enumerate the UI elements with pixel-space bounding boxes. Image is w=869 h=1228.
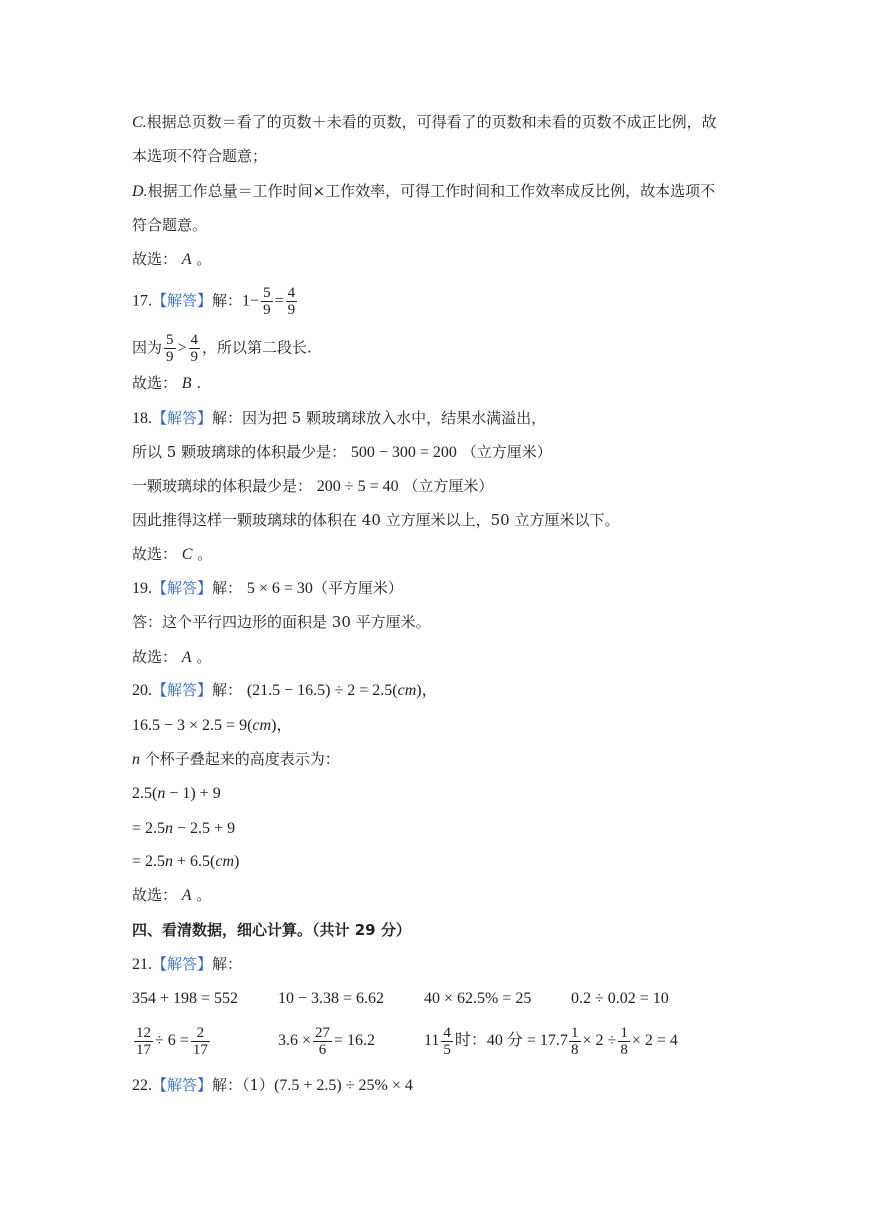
- fraction: $\frac{4}{9}$: [287, 285, 296, 318]
- answer-19: 故选： A 。: [132, 648, 212, 666]
- calc-cell: 0.2 ÷ 0.02 = 10: [571, 990, 669, 1007]
- calc-cell: 354 + 198 = 552: [132, 990, 239, 1007]
- question-19-answer: 答：这个平行四边形的面积是 30 平方厘米。: [132, 613, 431, 631]
- question-18-line-3: 一颗玻璃球的体积最少是： 200 ÷ 5 = 40 （立方厘米）: [132, 477, 494, 495]
- question-17-reason: 因为 $\frac{5}{9}$ > $\frac{4}{9}$ ，所以第二段长.: [132, 332, 312, 365]
- question-20-line-2: 16.5 − 3 × 2.5 = 9(cm)，: [132, 717, 293, 734]
- option-d-line-1: D.根据工作总量＝工作时间×工作效率，可得工作时间和工作效率成反比例，故本选项不: [132, 182, 716, 200]
- answer-tag: 【解答】: [152, 409, 213, 427]
- question-17-solution: 17.【解答】解：1− $\frac{5}{9}$ = $\frac{4}{9}$: [132, 285, 296, 318]
- answer-tag: 【解答】: [152, 1076, 213, 1094]
- fraction: $\frac{5}{9}$: [263, 285, 271, 318]
- option-c-line-2: 本选项不符合题意；: [132, 147, 268, 165]
- question-22-solution: 22.【解答】解：（1）(7.5 + 2.5) ÷ 25% × 4: [132, 1076, 413, 1094]
- calc-cell: 3.6 × $\frac{27}{6}$ = 16.2: [278, 1025, 376, 1058]
- answer-18: 故选： C 。: [132, 545, 213, 563]
- option-d-line-2: 符合题意。: [132, 216, 208, 234]
- calc-cell: 11 $\frac{4}{5}$ 时：40 分 = 17.7: [424, 1025, 568, 1058]
- calc-cell: $\frac{12}{17}$ ÷ 6 = $\frac{2}{17}$: [136, 1025, 208, 1058]
- question-20-line-4: 2.5(n − 1) + 9: [132, 785, 221, 802]
- question-20-line-3: n 个杯子叠起来的高度表示为：: [132, 750, 340, 768]
- question-20-solution: 20.【解答】解： (21.5 − 16.5) ÷ 2 = 2.5(cm)，: [132, 681, 438, 699]
- calc-cell: 40 × 62.5% = 25: [424, 990, 532, 1007]
- question-20-line-5: = 2.5n − 2.5 + 9: [132, 820, 236, 837]
- answer-tag: 【解答】: [152, 291, 213, 310]
- question-19-solution: 19.【解答】解： 5 × 6 = 30（平方厘米）: [132, 579, 403, 597]
- answer-20: 故选： A 。: [132, 886, 212, 904]
- answer-16: 故选： A 。: [132, 250, 212, 268]
- question-18-line-4: 因此推得这样一颗玻璃球的体积在 40 立方厘米以上，50 立方厘米以下。: [132, 511, 620, 529]
- answer-tag: 【解答】: [152, 681, 213, 699]
- calc-cell: $\frac{1}{8}$ × 2 ÷ $\frac{1}{8}$ × 2 = 4: [571, 1025, 678, 1058]
- question-18-solution: 18.【解答】解：因为把 5 颗玻璃球放入水中，结果水满溢出，: [132, 409, 547, 427]
- answer-tag: 【解答】: [152, 955, 213, 973]
- fraction: $\frac{4}{9}$: [190, 332, 199, 365]
- answer-17: 故选： B .: [132, 374, 202, 392]
- calc-cell: 10 − 3.38 = 6.62: [278, 990, 385, 1007]
- option-c-line-1: C.根据总页数＝看了的页数＋未看的页数，可得看了的页数和未看的页数不成正比例，故: [132, 113, 717, 131]
- question-20-line-6: = 2.5n + 6.5(cm): [132, 853, 240, 870]
- answer-tag: 【解答】: [152, 579, 213, 597]
- section-heading-4: 四、看清数据，细心计算。（共计 29 分）: [132, 921, 411, 939]
- question-18-line-2: 所以 5 颗玻璃球的体积最少是： 500 − 300 = 200 （立方厘米）: [132, 443, 552, 461]
- question-21-solution: 21.【解答】解：: [132, 955, 243, 973]
- fraction: $\frac{5}{9}$: [166, 332, 174, 365]
